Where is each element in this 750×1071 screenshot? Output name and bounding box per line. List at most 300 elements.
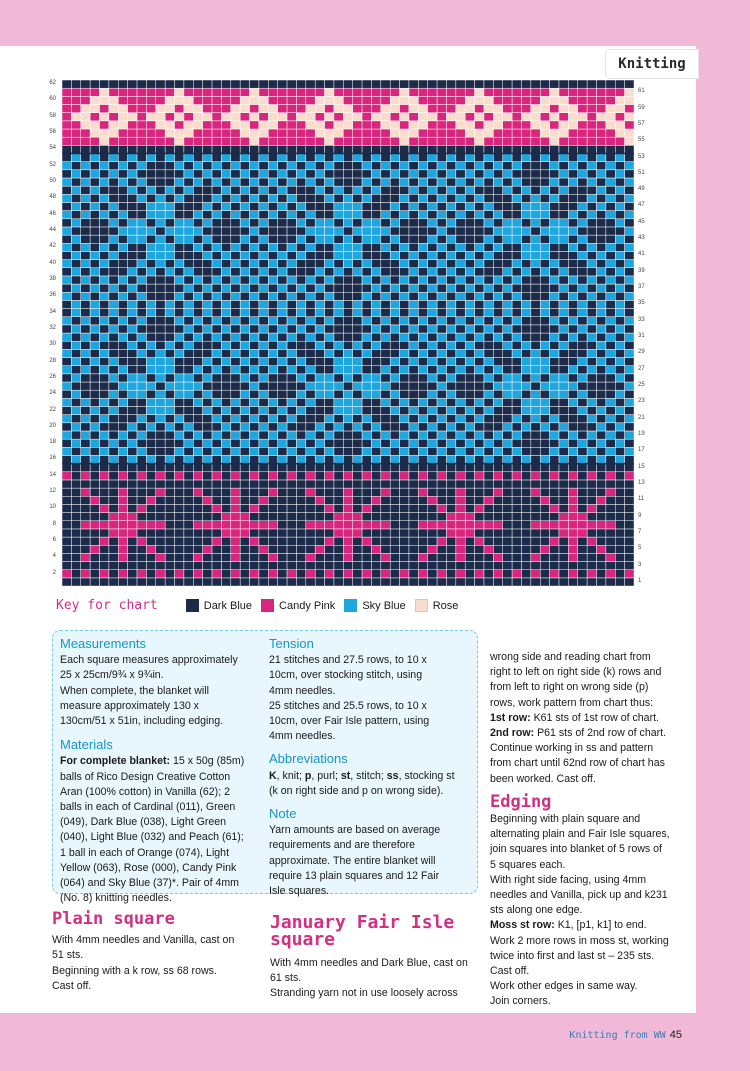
chart-cell <box>625 374 634 382</box>
chart-cell <box>484 88 493 96</box>
chart-cell <box>362 251 371 259</box>
chart-cell <box>362 570 371 578</box>
chart-cell <box>306 162 315 170</box>
chart-cell <box>100 153 109 161</box>
chart-cell <box>446 170 455 178</box>
chart-cell <box>484 529 493 537</box>
chart-cell <box>306 227 315 235</box>
chart-cell <box>165 529 174 537</box>
chart-cell <box>90 186 99 194</box>
chart-cell <box>203 268 212 276</box>
abbr-text: , knit; <box>276 769 305 782</box>
chart-cell <box>184 562 193 570</box>
chart-cell <box>325 366 334 374</box>
chart-cell <box>540 300 549 308</box>
chart-cell <box>315 178 324 186</box>
chart-cell <box>165 439 174 447</box>
chart-cell <box>343 284 352 292</box>
chart-cell <box>334 472 343 480</box>
chart-cell <box>287 276 296 284</box>
chart-cell <box>578 145 587 153</box>
chart-cell <box>259 349 268 357</box>
chart-cell <box>278 341 287 349</box>
chart-cell <box>128 300 137 308</box>
chart-cell <box>193 268 202 276</box>
measurements-line: Each square measures approximately <box>60 654 238 667</box>
chart-cell <box>240 496 249 504</box>
chart-cell <box>521 235 530 243</box>
chart-cell <box>81 553 90 561</box>
chart-cell <box>343 309 352 317</box>
chart-cell <box>165 137 174 145</box>
chart-cell <box>184 398 193 406</box>
chart-cell <box>353 300 362 308</box>
chart-cell <box>268 553 277 561</box>
chart-cell <box>62 268 71 276</box>
chart-cell <box>118 251 127 259</box>
chart-cell <box>325 357 334 365</box>
chart-cell <box>146 162 155 170</box>
chart-cell <box>118 415 127 423</box>
chart-cell <box>90 227 99 235</box>
chart-cell <box>456 137 465 145</box>
top-pink-band <box>0 0 750 46</box>
chart-cell <box>531 186 540 194</box>
chart-cell <box>156 317 165 325</box>
chart-cell <box>221 202 230 210</box>
chart-cell <box>371 145 380 153</box>
chart-cell <box>287 121 296 129</box>
chart-cell <box>278 153 287 161</box>
chart-cell <box>521 104 530 112</box>
chart-cell <box>343 235 352 243</box>
chart-cell <box>615 455 624 463</box>
chart-cell <box>287 406 296 414</box>
chart-cell <box>615 496 624 504</box>
moss-label: Moss st row: <box>490 919 555 932</box>
chart-cell <box>193 80 202 88</box>
chart-cell <box>400 537 409 545</box>
chart-cell <box>118 121 127 129</box>
chart-cell <box>615 472 624 480</box>
chart-cell <box>118 504 127 512</box>
chart-cell <box>503 260 512 268</box>
chart-cell <box>146 349 155 357</box>
chart-cell <box>353 537 362 545</box>
chart-cell <box>465 202 474 210</box>
chart-cell <box>278 349 287 357</box>
chart-cell <box>456 309 465 317</box>
chart-cell <box>418 162 427 170</box>
chart-cell <box>587 488 596 496</box>
chart-cell <box>203 521 212 529</box>
chart-cell <box>540 325 549 333</box>
abbr-text: , stocking st <box>398 769 455 782</box>
chart-cell <box>353 570 362 578</box>
chart-cell <box>596 415 605 423</box>
chart-cell <box>390 96 399 104</box>
chart-cell <box>568 88 577 96</box>
chart-cell <box>212 431 221 439</box>
chart-cell <box>231 570 240 578</box>
chart-cell <box>137 504 146 512</box>
chart-cell <box>390 300 399 308</box>
chart-cell <box>128 137 137 145</box>
chart-cell <box>456 447 465 455</box>
chart-cell <box>362 562 371 570</box>
chart-cell <box>540 513 549 521</box>
chart-cell <box>118 349 127 357</box>
chart-cell <box>184 472 193 480</box>
chart-cell <box>137 529 146 537</box>
chart-cell <box>456 562 465 570</box>
chart-cell <box>475 570 484 578</box>
chart-cell <box>390 325 399 333</box>
chart-cell <box>156 464 165 472</box>
chart-cell <box>240 341 249 349</box>
row-number-right: 3 <box>638 561 642 568</box>
chart-cell <box>568 406 577 414</box>
chart-cell <box>559 251 568 259</box>
row-number-left: 54 <box>49 145 56 152</box>
chart-cell <box>334 186 343 194</box>
chart-cell <box>90 349 99 357</box>
chart-cell <box>625 284 634 292</box>
chart-cell <box>578 349 587 357</box>
chart-cell <box>390 464 399 472</box>
chart-cell <box>550 415 559 423</box>
chart-cell <box>212 488 221 496</box>
chart-cell <box>428 333 437 341</box>
chart-cell <box>156 219 165 227</box>
chart-cell <box>437 333 446 341</box>
chart-cell <box>109 227 118 235</box>
chart-cell <box>559 488 568 496</box>
chart-cell <box>456 268 465 276</box>
chart-cell <box>587 284 596 292</box>
chart-cell <box>71 219 80 227</box>
chart-cell <box>587 88 596 96</box>
chart-cell <box>334 333 343 341</box>
chart-cell <box>493 447 502 455</box>
chart-cell <box>109 317 118 325</box>
chart-cell <box>212 333 221 341</box>
chart-cell <box>400 153 409 161</box>
chart-cell <box>259 162 268 170</box>
chart-cell <box>625 341 634 349</box>
chart-cell <box>268 243 277 251</box>
chart-cell <box>268 545 277 553</box>
chart-cell <box>343 504 352 512</box>
chart-cell <box>362 333 371 341</box>
chart-cell <box>437 309 446 317</box>
chart-cell <box>428 104 437 112</box>
chart-cell <box>212 447 221 455</box>
chart-cell <box>325 455 334 463</box>
chart-cell <box>296 153 305 161</box>
chart-cell <box>250 562 259 570</box>
chart-cell <box>512 578 521 586</box>
chart-cell <box>212 96 221 104</box>
row-number-right: 57 <box>638 120 645 127</box>
chart-cell <box>381 382 390 390</box>
chart-cell <box>606 129 615 137</box>
chart-cell <box>484 178 493 186</box>
chart-cell <box>493 472 502 480</box>
chart-cell <box>371 104 380 112</box>
chart-cell <box>296 251 305 259</box>
chart-cell <box>625 235 634 243</box>
chart-cell <box>587 202 596 210</box>
chart-cell <box>146 137 155 145</box>
chart-cell <box>325 292 334 300</box>
chart-cell <box>212 366 221 374</box>
chart-cell <box>540 431 549 439</box>
materials-text: 15 x 50g (85m) <box>170 755 245 768</box>
chart-cell <box>353 243 362 251</box>
chart-cell <box>446 529 455 537</box>
chart-cell <box>278 398 287 406</box>
chart-cell <box>390 382 399 390</box>
chart-cell <box>390 317 399 325</box>
chart-cell <box>146 455 155 463</box>
chart-cell <box>156 325 165 333</box>
chart-cell <box>475 121 484 129</box>
chart-cell <box>268 398 277 406</box>
chart-cell <box>287 341 296 349</box>
chart-cell <box>315 357 324 365</box>
chart-cell <box>540 480 549 488</box>
chart-cell <box>446 113 455 121</box>
chart-cell <box>550 96 559 104</box>
chart-cell <box>240 521 249 529</box>
chart-cell <box>62 521 71 529</box>
chart-cell <box>165 96 174 104</box>
chart-cell <box>381 390 390 398</box>
chart-cell <box>550 202 559 210</box>
chart-cell <box>250 202 259 210</box>
chart-cell <box>193 317 202 325</box>
chart-cell <box>71 513 80 521</box>
chart-cell <box>521 480 530 488</box>
chart-cell <box>512 292 521 300</box>
chart-cell <box>353 341 362 349</box>
row-number-right: 13 <box>638 479 645 486</box>
chart-cell <box>371 390 380 398</box>
chart-cell <box>550 398 559 406</box>
chart-cell <box>315 194 324 202</box>
chart-cell <box>100 562 109 570</box>
chart-cell <box>465 317 474 325</box>
chart-cell <box>325 219 334 227</box>
chart-cell <box>128 219 137 227</box>
chart-cell <box>437 80 446 88</box>
chart-cell <box>184 137 193 145</box>
chart-cell <box>409 488 418 496</box>
chart-cell <box>437 186 446 194</box>
chart-cell <box>81 439 90 447</box>
chart-cell <box>371 276 380 284</box>
chart-cell <box>390 162 399 170</box>
chart-cell <box>456 317 465 325</box>
chart-cell <box>409 300 418 308</box>
chart-cell <box>493 537 502 545</box>
chart-cell <box>137 170 146 178</box>
chart-cell <box>531 472 540 480</box>
chart-cell <box>587 578 596 586</box>
chart-cell <box>146 251 155 259</box>
chart-cell <box>437 325 446 333</box>
materials-line: (No. 8) knitting needles. <box>60 892 172 905</box>
chart-cell <box>175 431 184 439</box>
chart-cell <box>259 464 268 472</box>
chart-cell <box>625 309 634 317</box>
chart-cell <box>203 537 212 545</box>
chart-cell <box>90 447 99 455</box>
chart-cell <box>531 488 540 496</box>
chart-cell <box>231 513 240 521</box>
chart-cell <box>287 292 296 300</box>
chart-cell <box>456 178 465 186</box>
chart-cell <box>287 325 296 333</box>
chart-cell <box>250 170 259 178</box>
chart-cell <box>109 562 118 570</box>
chart-cell <box>118 243 127 251</box>
chart-cell <box>90 406 99 414</box>
chart-cell <box>268 562 277 570</box>
chart-cell <box>400 309 409 317</box>
chart-cell <box>165 202 174 210</box>
chart-cell <box>109 472 118 480</box>
chart-cell <box>306 521 315 529</box>
chart-cell <box>390 390 399 398</box>
chart-cell <box>109 398 118 406</box>
chart-cell <box>606 472 615 480</box>
chart-cell <box>465 570 474 578</box>
chart-cell <box>437 349 446 357</box>
chart-cell <box>578 137 587 145</box>
chart-cell <box>62 137 71 145</box>
chart-cell <box>521 333 530 341</box>
chart-cell <box>90 513 99 521</box>
chart-cell <box>409 96 418 104</box>
chart-cell <box>156 309 165 317</box>
chart-cell <box>559 439 568 447</box>
chart-cell <box>625 80 634 88</box>
chart-cell <box>409 153 418 161</box>
chart-cell <box>503 521 512 529</box>
chart-cell <box>493 529 502 537</box>
chart-cell <box>484 104 493 112</box>
chart-cell <box>334 194 343 202</box>
note-line: require 13 plain squares and 12 Fair <box>269 869 440 882</box>
chart-cell <box>503 300 512 308</box>
chart-cell <box>465 300 474 308</box>
chart-cell <box>128 284 137 292</box>
chart-cell <box>325 251 334 259</box>
chart-cell <box>137 513 146 521</box>
chart-cell <box>400 235 409 243</box>
chart-cell <box>306 472 315 480</box>
chart-cell <box>193 455 202 463</box>
chart-cell <box>503 513 512 521</box>
chart-cell <box>371 537 380 545</box>
chart-cell <box>521 447 530 455</box>
chart-cell <box>128 276 137 284</box>
chart-cell <box>137 211 146 219</box>
chart-cell <box>259 333 268 341</box>
chart-cell <box>203 113 212 121</box>
chart-cell <box>559 186 568 194</box>
chart-cell <box>81 113 90 121</box>
chart-cell <box>578 366 587 374</box>
chart-cell <box>521 545 530 553</box>
chart-cell <box>503 472 512 480</box>
chart-cell <box>568 186 577 194</box>
chart-cell <box>484 423 493 431</box>
chart-cell <box>221 439 230 447</box>
chart-cell <box>418 496 427 504</box>
chart-cell <box>418 423 427 431</box>
chart-cell <box>437 194 446 202</box>
chart-cell <box>315 129 324 137</box>
chart-cell <box>212 496 221 504</box>
chart-cell <box>400 129 409 137</box>
chart-cell <box>475 145 484 153</box>
chart-cell <box>362 325 371 333</box>
chart-cell <box>531 251 540 259</box>
chart-cell <box>625 431 634 439</box>
chart-cell <box>475 366 484 374</box>
chart-cell <box>446 317 455 325</box>
chart-cell <box>231 447 240 455</box>
chart-cell <box>521 382 530 390</box>
chart-cell <box>418 300 427 308</box>
chart-cell <box>493 366 502 374</box>
chart-cell <box>625 153 634 161</box>
chart-cell <box>531 513 540 521</box>
chart-cell <box>550 562 559 570</box>
chart-cell <box>240 284 249 292</box>
chart-cell <box>128 521 137 529</box>
chart-cell <box>100 553 109 561</box>
chart-cell <box>521 219 530 227</box>
chart-cell <box>606 423 615 431</box>
chart-cell <box>212 104 221 112</box>
chart-cell <box>446 504 455 512</box>
chart-cell <box>493 162 502 170</box>
chart-cell <box>390 423 399 431</box>
chart-cell <box>315 104 324 112</box>
chart-cell <box>231 80 240 88</box>
chart-cell <box>231 464 240 472</box>
chart-cell <box>521 504 530 512</box>
chart-cell <box>306 415 315 423</box>
chart-cell <box>371 137 380 145</box>
chart-cell <box>175 211 184 219</box>
chart-cell <box>596 357 605 365</box>
chart-cell <box>203 276 212 284</box>
chart-cell <box>184 390 193 398</box>
chart-cell <box>353 137 362 145</box>
chart-cell <box>615 431 624 439</box>
chart-cell <box>615 398 624 406</box>
chart-cell <box>109 153 118 161</box>
chart-cell <box>568 129 577 137</box>
chart-cell <box>559 513 568 521</box>
chart-cell <box>90 276 99 284</box>
chart-cell <box>550 170 559 178</box>
